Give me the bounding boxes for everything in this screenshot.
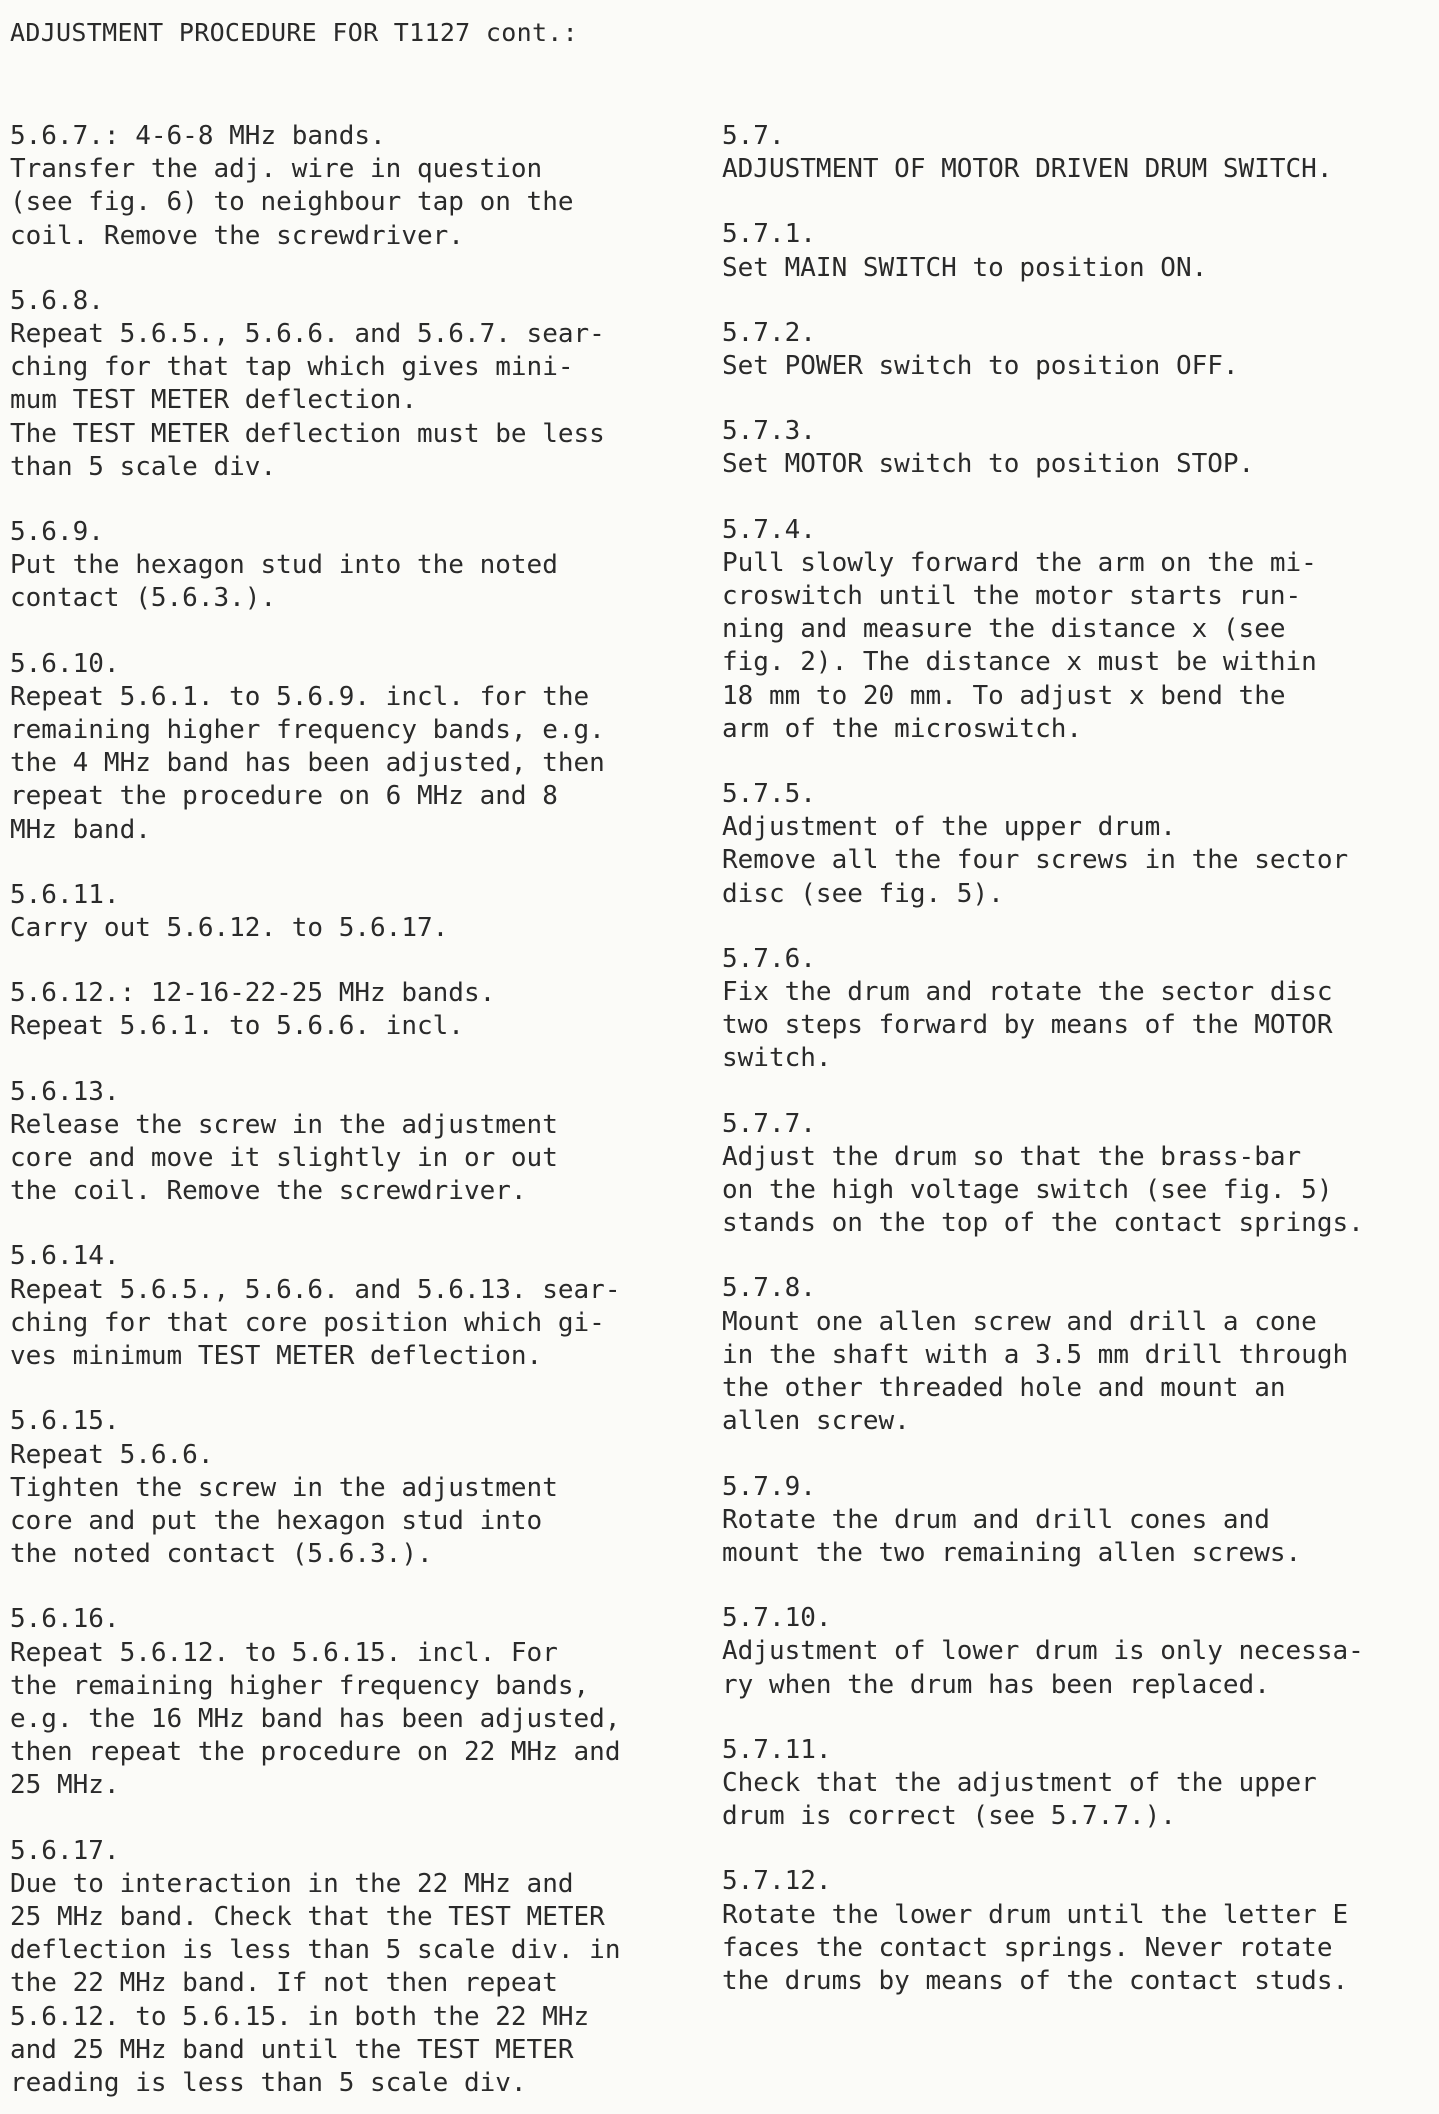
procedure-step bbox=[10, 120, 700, 253]
step-text-line: The TEST METER deflection must be less bbox=[10, 418, 605, 449]
step-number: 5.6.11. bbox=[10, 879, 120, 910]
procedure-step bbox=[10, 648, 700, 847]
step-text-line: core and put the hexagon stud into bbox=[10, 1505, 543, 1536]
step-number: 5.6.12.: 12-16-22-25 MHz bands. bbox=[10, 978, 496, 1009]
step-text-line: faces the contact springs. Never rotate bbox=[722, 1932, 1333, 1963]
step-text-line: in the shaft with a 3.5 mm drill through bbox=[722, 1339, 1349, 1370]
step-text-line: ves minimum TEST METER deflection. bbox=[10, 1341, 543, 1372]
step-text-line: mum TEST METER deflection. bbox=[10, 385, 417, 416]
step-number: 5.7.4. bbox=[722, 514, 816, 545]
step-text-line: ry when the drum has been replaced. bbox=[722, 1669, 1270, 1700]
step-text-line: Set MOTOR switch to position STOP. bbox=[722, 449, 1255, 480]
step-text-line: 18 mm to 20 mm. To adjust x bend the bbox=[722, 680, 1286, 711]
step-number: 5.7.5. bbox=[722, 779, 816, 810]
step-text-line: Transfer the adj. wire in question bbox=[10, 154, 543, 185]
step-text-line: Repeat 5.6.6. bbox=[10, 1439, 214, 1470]
step-text-line: Carry out 5.6.12. to 5.6.17. bbox=[10, 913, 449, 944]
step-number: 5.7.3. bbox=[722, 416, 816, 447]
step-text-line: coil. Remove the screwdriver. bbox=[10, 220, 464, 251]
step-text-line: Fix the drum and rotate the sector disc bbox=[722, 977, 1333, 1008]
procedure-step bbox=[10, 516, 700, 616]
step-number: 5.6.9. bbox=[10, 517, 104, 548]
procedure-step bbox=[10, 1835, 700, 2101]
step-text-line: Set MAIN SWITCH to position ON. bbox=[722, 252, 1208, 283]
procedure-step bbox=[10, 1405, 700, 1571]
step-number: 5.6.8. bbox=[10, 285, 104, 316]
step-text-line: Repeat 5.6.1. to 5.6.6. incl. bbox=[10, 1011, 464, 1042]
step-text-line: reading is less than 5 scale div. bbox=[10, 2067, 527, 2098]
step-text-line: Repeat 5.6.1. to 5.6.9. incl. for the bbox=[10, 681, 590, 712]
step-text-line: e.g. the 16 MHz band has been adjusted, bbox=[10, 1703, 621, 1734]
step-text-line: Due to interaction in the 22 MHz and bbox=[10, 1868, 574, 1899]
step-text-line: arm of the microswitch. bbox=[722, 713, 1083, 744]
step-text-line: fig. 2). The distance x must be within bbox=[722, 647, 1317, 678]
step-text-line: 5.6.12. to 5.6.15. in both the 22 MHz bbox=[10, 2001, 590, 2032]
step-number: 5.7.2. bbox=[722, 317, 816, 348]
step-text-line: two steps forward by means of the MOTOR bbox=[722, 1010, 1333, 1041]
step-text-line: stands on the top of the contact springs. bbox=[722, 1208, 1364, 1239]
step-text-line: deflection is less than 5 scale div. in bbox=[10, 1935, 621, 1966]
procedure-step bbox=[10, 1603, 700, 1802]
step-text-line: allen screw. bbox=[722, 1406, 910, 1437]
step-text-line: the drums by means of the contact studs. bbox=[722, 1965, 1349, 1996]
step-text-line: 25 MHz band. Check that the TEST METER bbox=[10, 1901, 605, 1932]
step-text-line: ching for that tap which gives mini- bbox=[10, 352, 574, 383]
step-number: 5.7. bbox=[722, 121, 785, 151]
procedure-step bbox=[722, 1471, 1422, 1571]
step-text-line: Put the hexagon stud into the noted bbox=[10, 550, 558, 581]
procedure-step bbox=[722, 218, 1422, 284]
step-number: 5.6.14. bbox=[10, 1241, 120, 1272]
step-text-line: the noted contact (5.6.3.). bbox=[10, 1539, 433, 1570]
step-text-line: contact (5.6.3.). bbox=[10, 583, 277, 614]
procedure-step bbox=[722, 1272, 1422, 1438]
procedure-step bbox=[722, 943, 1422, 1076]
step-text-line: Repeat 5.6.5., 5.6.6. and 5.6.13. sear- bbox=[10, 1274, 621, 1305]
step-text-line: drum is correct (see 5.7.7.). bbox=[722, 1801, 1176, 1832]
step-text-line: ning and measure the distance x (see bbox=[722, 614, 1286, 645]
step-text-line: Adjustment of the upper drum. bbox=[722, 812, 1176, 843]
step-number: 5.7.1. bbox=[722, 219, 816, 250]
step-text-line: than 5 scale div. bbox=[10, 451, 277, 482]
procedure-step bbox=[722, 1108, 1422, 1241]
step-number: 5.7.11. bbox=[722, 1734, 832, 1765]
step-text-line: Remove all the four screws in the sector bbox=[722, 845, 1349, 876]
step-text-line: Tighten the screw in the adjustment bbox=[10, 1472, 558, 1503]
step-text-line: Set POWER switch to position OFF. bbox=[722, 351, 1239, 382]
step-text-line: Adjustment of lower drum is only necessa- bbox=[722, 1636, 1364, 1667]
step-number: 5.7.8. bbox=[722, 1273, 816, 1304]
page-header: ADJUSTMENT PROCEDURE FOR T1127 cont.: bbox=[10, 18, 578, 47]
step-number: 5.7.10. bbox=[722, 1603, 832, 1634]
step-text-line: ching for that core position which gi- bbox=[10, 1307, 605, 1338]
step-text-line: the 22 MHz band. If not then repeat bbox=[10, 1968, 558, 1999]
procedure-step bbox=[722, 514, 1422, 746]
step-number: 5.7.9. bbox=[722, 1471, 816, 1502]
step-text-line: the 4 MHz band has been adjusted, then bbox=[10, 748, 605, 779]
step-number: 5.7.6. bbox=[722, 943, 816, 974]
procedure-step bbox=[10, 879, 700, 945]
step-number: 5.6.10. bbox=[10, 648, 120, 679]
step-text-line: croswitch until the motor starts run- bbox=[722, 581, 1302, 612]
step-text-line: the other threaded hole and mount an bbox=[722, 1373, 1286, 1404]
procedure-step bbox=[722, 778, 1422, 911]
procedure-step bbox=[722, 1865, 1422, 1998]
step-text-line: remaining higher frequency bands, e.g. bbox=[10, 715, 605, 746]
step-number: 5.6.16. bbox=[10, 1604, 120, 1635]
step-text-line: Adjust the drum so that the brass-bar bbox=[722, 1141, 1302, 1172]
procedure-step bbox=[10, 977, 700, 1043]
step-number: 5.6.15. bbox=[10, 1406, 120, 1437]
step-text-line: Mount one allen screw and drill a cone bbox=[722, 1306, 1317, 1337]
procedure-step bbox=[722, 317, 1422, 383]
procedure-step bbox=[722, 120, 1422, 186]
step-text-line: (see fig. 6) to neighbour tap on the bbox=[10, 187, 574, 218]
step-text-line: Rotate the drum and drill cones and bbox=[722, 1504, 1270, 1535]
step-text-line: the coil. Remove the screwdriver. bbox=[10, 1176, 527, 1207]
step-text-line: Check that the adjustment of the upper bbox=[722, 1767, 1317, 1798]
step-text-line: then repeat the procedure on 22 MHz and bbox=[10, 1737, 621, 1768]
step-text-line: switch. bbox=[722, 1043, 832, 1074]
step-number: 5.7.7. bbox=[722, 1108, 816, 1139]
step-text-line: Repeat 5.6.5., 5.6.6. and 5.6.7. sear- bbox=[10, 319, 605, 350]
step-text-line: Repeat 5.6.12. to 5.6.15. incl. For bbox=[10, 1637, 558, 1668]
procedure-step bbox=[722, 1602, 1422, 1702]
step-text-line: 25 MHz. bbox=[10, 1770, 120, 1801]
step-text-line: disc (see fig. 5). bbox=[722, 878, 1004, 909]
step-text-line: and 25 MHz band until the TEST METER bbox=[10, 2034, 574, 2065]
step-number: 5.6.13. bbox=[10, 1076, 120, 1107]
step-text-line: mount the two remaining allen screws. bbox=[722, 1537, 1302, 1568]
step-number: 5.6.17. bbox=[10, 1835, 120, 1866]
procedure-step bbox=[10, 285, 700, 484]
step-text-line: Rotate the lower drum until the letter E bbox=[722, 1899, 1349, 1930]
step-text-line: core and move it slightly in or out bbox=[10, 1143, 558, 1174]
procedure-step bbox=[722, 415, 1422, 481]
right-column bbox=[722, 120, 1422, 1998]
step-text-line: Release the screw in the adjustment bbox=[10, 1109, 558, 1140]
step-text-line: repeat the procedure on 6 MHz and 8 bbox=[10, 781, 558, 812]
step-number: 5.6.7.: 4-6-8 MHz bands. bbox=[10, 121, 386, 151]
step-text-line: ADJUSTMENT OF MOTOR DRIVEN DRUM SWITCH. bbox=[722, 154, 1333, 185]
step-text-line: the remaining higher frequency bands, bbox=[10, 1670, 590, 1701]
step-text-line: MHz band. bbox=[10, 814, 151, 845]
procedure-step bbox=[10, 1076, 700, 1209]
step-text-line: on the high voltage switch (see fig. 5) bbox=[722, 1175, 1333, 1206]
procedure-step bbox=[722, 1734, 1422, 1834]
procedure-step bbox=[10, 1240, 700, 1373]
left-column bbox=[10, 120, 700, 2100]
step-text-line: Pull slowly forward the arm on the mi- bbox=[722, 547, 1317, 578]
step-number: 5.7.12. bbox=[722, 1866, 832, 1897]
